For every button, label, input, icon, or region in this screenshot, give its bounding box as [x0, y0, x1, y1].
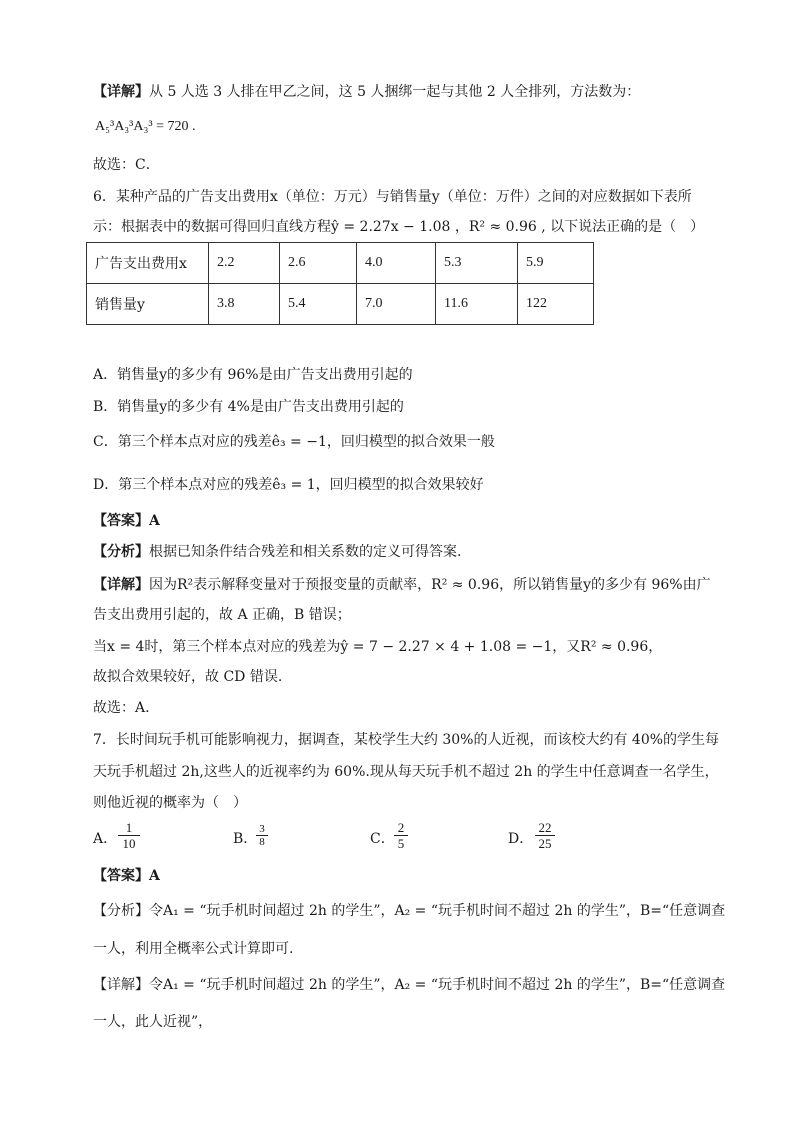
q7-option-d-label: D． — [508, 831, 534, 847]
table-cell: 5.4 — [280, 284, 357, 325]
table-header-x: 广告支出费用x — [87, 243, 209, 284]
q6-detail-line2: 告支出费用引起的，故 A 正确，B 错误； — [93, 607, 351, 623]
table-cell: 122 — [518, 284, 594, 325]
fraction-numerator: 22 — [538, 820, 552, 835]
analysis-text: 根据已知条件结合残差和相关系数的定义可得答案. — [149, 544, 462, 560]
q6-detail-line3: 当x = 4时，第三个样本点对应的残差为ŷ = 7 − 2.27 × 4 + 1.08 = −1，又R² ≈ 0.96， — [93, 639, 663, 655]
q7-detail-line2: 一人，此人近视”， — [93, 1014, 213, 1030]
q6-choice: 故选：A. — [93, 700, 150, 716]
table-header-y: 销售量y — [87, 284, 209, 325]
fraction-numerator: 3 — [259, 823, 265, 835]
detail-tag: 【详解】 — [93, 84, 149, 100]
table-cell: 2.2 — [209, 243, 280, 284]
q7-option-d-fraction — [535, 820, 555, 851]
q7-option-a-fraction — [118, 820, 140, 851]
q7-option-a-label: A． — [93, 831, 118, 847]
q7-option-b-fraction — [256, 823, 268, 848]
table-row — [87, 284, 594, 325]
q6-option-c: C．第三个样本点对应的残差ê₃ = −1，回归模型的拟合效果一般 — [93, 434, 495, 450]
fraction-denominator: 10 — [122, 836, 136, 851]
q7-analysis-line2: 一人，利用全概率公式计算即可. — [93, 941, 294, 957]
q6-option-a: A．销售量y的多少有 96%是由广告支出费用引起的 — [93, 367, 413, 383]
q7-detail-line1: 【详解】令A₁ = “玩手机时间超过 2h 的学生”，A₂ = “玩手机时间不超过 2h 的学生”，B=“任意调查 — [93, 977, 726, 993]
q6-detail-line4: 故拟合效果较好，故 CD 错误. — [93, 669, 283, 685]
table-cell: 7.0 — [357, 284, 436, 325]
q6-option-b: B．销售量y的多少有 4%是由广告支出费用引起的 — [93, 399, 404, 415]
q7-analysis-line1: 【分析】令A₁ = “玩手机时间超过 2h 的学生”，A₂ = “玩手机时间不超过 2h 的学生”，B=“任意调查 — [93, 903, 726, 919]
fraction-numerator: 1 — [125, 820, 133, 835]
table-row — [87, 243, 594, 284]
data-table — [86, 242, 594, 325]
fraction-denominator: 8 — [259, 836, 265, 848]
detail-text: 从 5 人选 3 人排在甲乙之间，这 5 人捆绑一起与其他 2 人全排列，方法数为： — [149, 84, 641, 100]
q7-answer: 【答案】A — [93, 868, 160, 884]
q6-answer: 【答案】A — [93, 513, 160, 529]
fraction-numerator: 2 — [397, 820, 405, 835]
q5-choice: 故选：C． — [93, 157, 160, 173]
q7-option-c-label: C． — [370, 831, 395, 847]
table-cell: 2.6 — [280, 243, 357, 284]
analysis-tag: 【分析】 — [93, 544, 149, 560]
q6-stem-line2: 示：根据表中的数据可得回归直线方程ŷ = 2.27x − 1.08 ，R² ≈ 0.96 , 以下说法正确的是（ ） — [93, 219, 705, 235]
detail-tag: 【详解】 — [93, 577, 149, 593]
q7-stem-line2: 天玩手机超过 2h,这些人的近视率约为 60%.现从每天玩手机不超过 2h 的学生中任意调查一名学生， — [93, 764, 719, 780]
q6-option-d: D．第三个样本点对应的残差ê₃ = 1，回归模型的拟合效果较好 — [93, 477, 484, 493]
q7-stem-line3: 则他近视的概率为（ ） — [93, 795, 247, 811]
q5-formula: A₅³A₃³A₃³ = 720 . — [95, 119, 196, 134]
q6-detail-line1 — [93, 575, 711, 595]
table-cell: 4.0 — [357, 243, 436, 284]
detail-text: 因为R²表示解释变量对于预报变量的贡献率，R² ≈ 0.96，所以销售量y的多少有 96%由广 — [149, 577, 711, 593]
table-cell: 3.8 — [209, 284, 280, 325]
q7-stem-line1: 7．长时间玩手机可能影响视力，据调查，某校学生大约 30%的人近视，而该校大约有 40%的学生每 — [93, 732, 720, 748]
table-cell: 11.6 — [436, 284, 518, 325]
q6-analysis — [93, 542, 461, 562]
table-cell: 5.3 — [436, 243, 518, 284]
fraction-denominator: 5 — [397, 836, 405, 851]
table-cell: 5.9 — [518, 243, 594, 284]
q6-stem-line1: 6．某种产品的广告支出费用x（单位：万元）与销售量y（单位：万件）之间的对应数据如下表所 — [93, 189, 692, 205]
q7-option-b-label: B． — [233, 831, 258, 847]
fraction-denominator: 25 — [538, 836, 552, 851]
q5-detail — [93, 82, 640, 102]
q7-option-c-fraction — [394, 820, 408, 851]
